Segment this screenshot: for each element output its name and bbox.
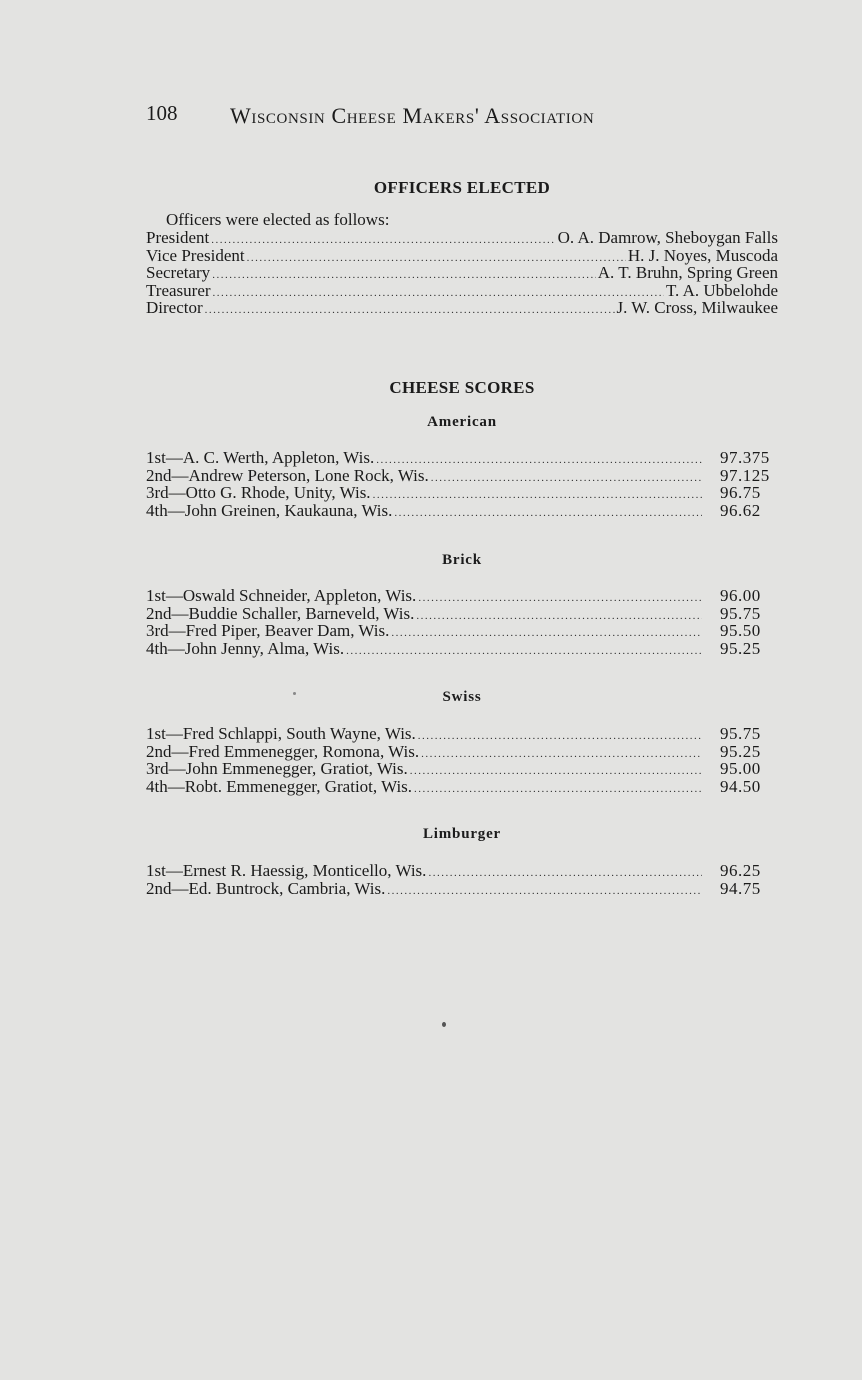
officers-section-title: OFFICERS ELECTED [373, 178, 551, 197]
entrant-label: 4th—John Greinen, Kaukauna, Wis. [146, 500, 393, 520]
score-row [146, 449, 778, 467]
leader-dots [414, 781, 702, 799]
entrant-label: 3rd—Otto G. Rhode, Unity, Wis. [146, 483, 371, 502]
category-heading-american: American [427, 414, 497, 430]
score-list-swiss [146, 725, 778, 795]
score-value: 96.00 [720, 586, 761, 605]
entrant-label: 2nd—Andrew Peterson, Lone Rock, Wis. [146, 465, 429, 485]
score-row [146, 640, 778, 658]
leader-dots [391, 625, 702, 643]
category-heading-limburger: Limburger [422, 826, 502, 842]
officer-name: T. A. Ubbelohde [665, 280, 778, 300]
entrant-label: 2nd—Ed. Buntrock, Cambria, Wis. [146, 878, 386, 898]
score-value: 95.25 [720, 741, 761, 761]
entrant-label: 2nd—Buddie Schaller, Barneveld, Wis. [146, 603, 415, 623]
leader-dots [211, 232, 555, 250]
leader-dots [431, 470, 702, 488]
entrant-label: 1st—Oswald Schneider, Appleton, Wis. [146, 586, 417, 605]
leader-dots [213, 285, 664, 303]
score-list-limburger [146, 862, 778, 897]
category-heading-brick: Brick [442, 552, 482, 568]
officer-office: Secretary [146, 263, 211, 282]
officer-office: Vice President [146, 245, 245, 265]
leader-dots [373, 487, 702, 505]
officers-intro: Officers were elected as follows: [166, 210, 390, 229]
officer-office: President [146, 228, 210, 247]
ink-speck [442, 1022, 446, 1027]
scores-section-title: CHEESE SCORES [389, 378, 535, 397]
leader-dots [428, 865, 702, 883]
score-row [146, 743, 778, 761]
entrant-label: 1st—Fred Schlappi, South Wayne, Wis. [146, 724, 416, 743]
leader-dots [212, 267, 596, 285]
leader-dots [387, 883, 702, 901]
score-value: 97.125 [720, 465, 770, 485]
score-value: 95.75 [720, 724, 761, 743]
score-value: 95.25 [720, 638, 761, 658]
score-row [146, 605, 778, 623]
leader-dots [418, 590, 702, 608]
score-value: 96.62 [720, 500, 761, 520]
score-value: 95.50 [720, 621, 761, 640]
leader-dots [394, 505, 702, 523]
leader-dots [418, 728, 702, 746]
entrant-label: 1st—Ernest R. Haessig, Monticello, Wis. [146, 861, 427, 880]
leader-dots [205, 302, 615, 320]
score-value: 95.00 [720, 759, 761, 778]
officer-row [146, 282, 778, 300]
leader-dots [410, 763, 702, 781]
leader-dots [421, 746, 702, 764]
score-row [146, 778, 778, 796]
leader-dots [247, 250, 626, 268]
score-value: 94.75 [720, 878, 761, 898]
ink-speck [293, 692, 296, 695]
score-list-brick [146, 587, 778, 657]
score-row [146, 484, 778, 502]
running-title: Wisconsin Cheese Makers' Association [230, 103, 595, 128]
officer-row [146, 264, 778, 282]
officer-office: Treasurer [146, 280, 211, 300]
officer-name: O. A. Damrow, Sheboygan Falls [557, 228, 778, 247]
entrant-label: 1st—A. C. Werth, Appleton, Wis. [146, 448, 375, 467]
officer-name: J. W. Cross, Milwaukee [616, 298, 778, 317]
score-value: 94.50 [720, 776, 761, 796]
score-row [146, 862, 778, 880]
page-number: 108 [146, 101, 178, 125]
score-value: 95.75 [720, 603, 761, 623]
score-row [146, 880, 778, 898]
score-row [146, 760, 778, 778]
category-heading-swiss: Swiss [442, 689, 482, 705]
officers-list [146, 229, 778, 317]
officer-name: A. T. Bruhn, Spring Green [597, 263, 778, 282]
leader-dots [346, 643, 702, 661]
entrant-label: 2nd—Fred Emmenegger, Romona, Wis. [146, 741, 420, 761]
score-row [146, 622, 778, 640]
score-row [146, 725, 778, 743]
score-row [146, 587, 778, 605]
officer-row [146, 247, 778, 265]
entrant-label: 4th—John Jenny, Alma, Wis. [146, 638, 345, 658]
entrant-label: 3rd—John Emmenegger, Gratiot, Wis. [146, 759, 408, 778]
score-row [146, 502, 778, 520]
entrant-label: 4th—Robt. Emmenegger, Gratiot, Wis. [146, 776, 413, 796]
officer-row [146, 229, 778, 247]
score-value: 96.25 [720, 861, 761, 880]
score-list-american [146, 449, 778, 519]
leader-dots [416, 608, 702, 626]
score-row [146, 467, 778, 485]
officer-name: H. J. Noyes, Muscoda [627, 245, 778, 265]
score-value: 96.75 [720, 483, 761, 502]
score-value: 97.375 [720, 448, 770, 467]
officer-office: Director [146, 298, 203, 317]
officer-row [146, 299, 778, 317]
entrant-label: 3rd—Fred Piper, Beaver Dam, Wis. [146, 621, 390, 640]
